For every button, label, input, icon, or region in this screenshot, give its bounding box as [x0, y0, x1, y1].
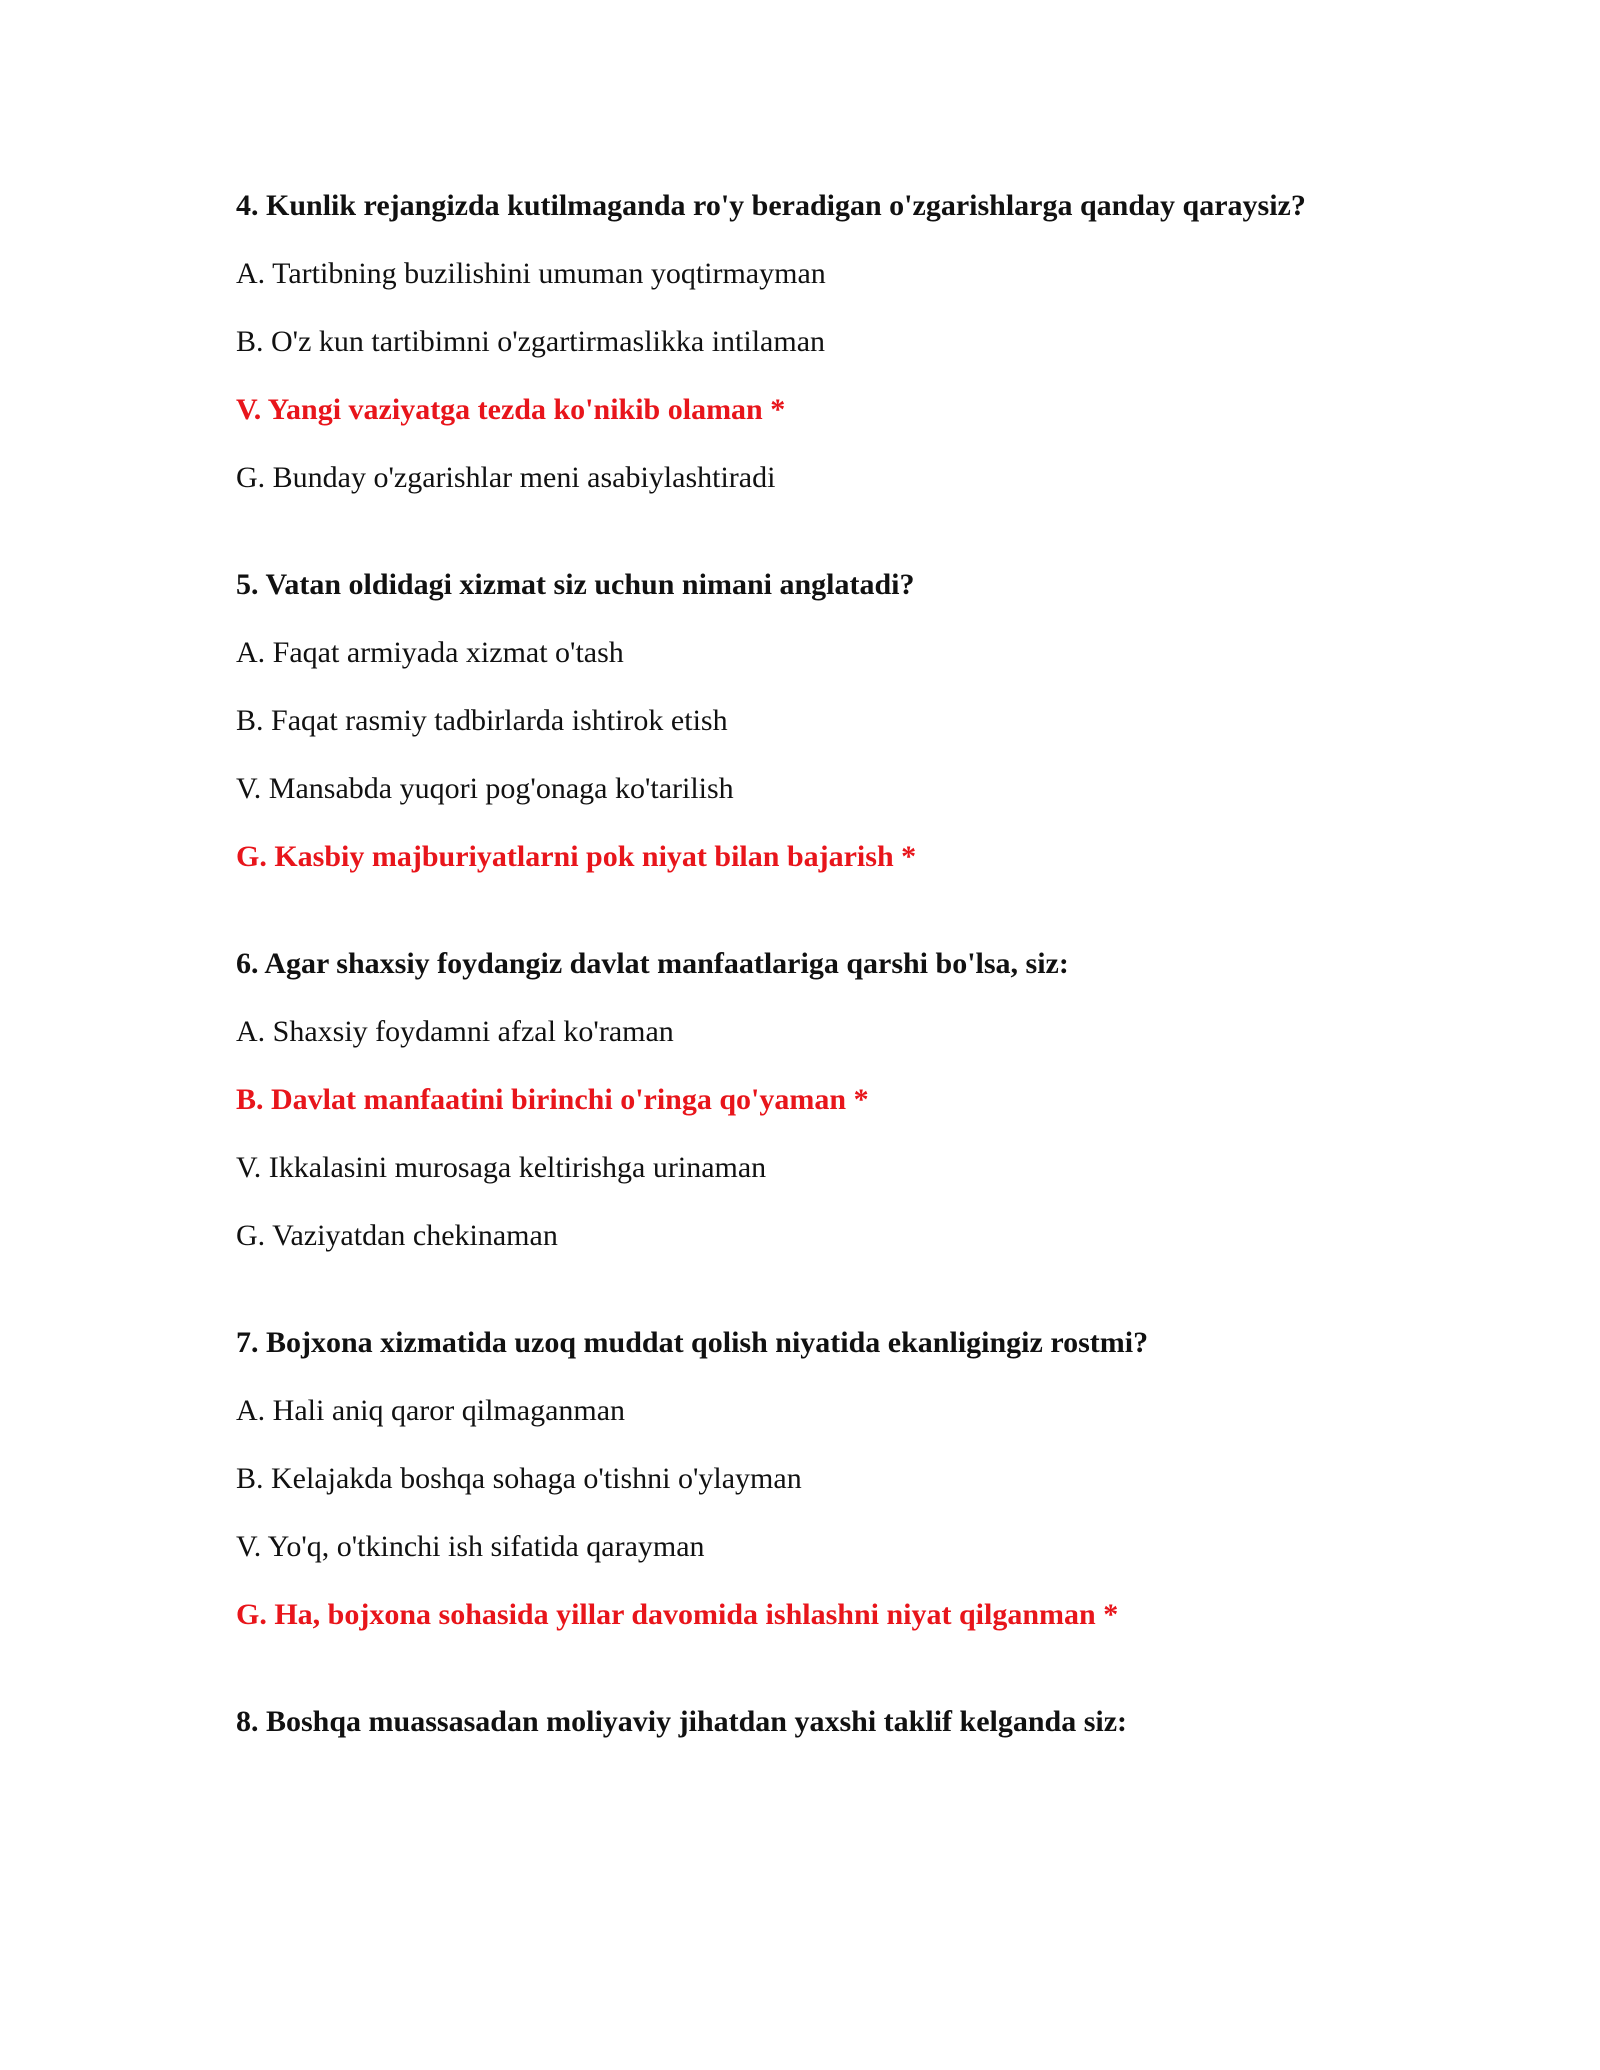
question-title: 5. Vatan oldidagi xizmat siz uchun nimani anglatadi?: [236, 568, 915, 601]
correct-answer-option: V. Yangi vaziyatga tezda ko'nikib olaman *: [236, 393, 786, 426]
answer-option: G. Vaziyatdan chekinaman: [236, 1219, 558, 1252]
question-block-8: [236, 1702, 1416, 1742]
answer-option: A. Shaxsiy foydamni afzal ko'raman: [236, 1015, 674, 1048]
question-title: 7. Bojxona xizmatida uzoq muddat qolish niyatida ekanligingiz rostmi?: [236, 1326, 1149, 1359]
answer-option: A. Hali aniq qaror qilmaganman: [236, 1394, 626, 1427]
question-title: 4. Kunlik rejangizda kutilmaganda ro'y beradigan o'zgarishlarga qanday qaraysiz?: [236, 189, 1306, 222]
answer-option: V. Ikkalasini murosaga keltirishga urinaman: [236, 1151, 767, 1184]
answer-option: A. Faqat armiyada xizmat o'tash: [236, 636, 624, 669]
answer-option: B. Faqat rasmiy tadbirlarda ishtirok etish: [236, 704, 728, 737]
correct-answer-option: B. Davlat manfaatini birinchi o'ringa qo'yaman *: [236, 1083, 869, 1116]
question-block-6: [236, 944, 1416, 1256]
answer-option: V. Yo'q, o'tkinchi ish sifatida qarayman: [236, 1530, 705, 1563]
questionnaire: [236, 186, 1416, 1809]
question-block-4: [236, 186, 1416, 498]
correct-answer-option: G. Ha, bojxona sohasida yillar davomida ishlashni niyat qilganman *: [236, 1598, 1119, 1631]
question-block-5: [236, 565, 1416, 877]
question-title: 8. Boshqa muassasadan moliyaviy jihatdan yaxshi taklif kelganda siz:: [236, 1705, 1128, 1738]
answer-option: B. O'z kun tartibimni o'zgartirmaslikka intilaman: [236, 325, 826, 358]
correct-answer-option: G. Kasbiy majburiyatlarni pok niyat bilan bajarish *: [236, 840, 917, 873]
question-block-7: [236, 1323, 1416, 1635]
answer-option: V. Mansabda yuqori pog'onaga ko'tarilish: [236, 772, 734, 805]
answer-option: A. Tartibning buzilishini umuman yoqtirmayman: [236, 257, 826, 290]
answer-option: B. Kelajakda boshqa sohaga o'tishni o'ylayman: [236, 1462, 802, 1495]
question-title: 6. Agar shaxsiy foydangiz davlat manfaatlariga qarshi bo'lsa, siz:: [236, 947, 1069, 980]
answer-option: G. Bunday o'zgarishlar meni asabiylashtiradi: [236, 461, 776, 494]
